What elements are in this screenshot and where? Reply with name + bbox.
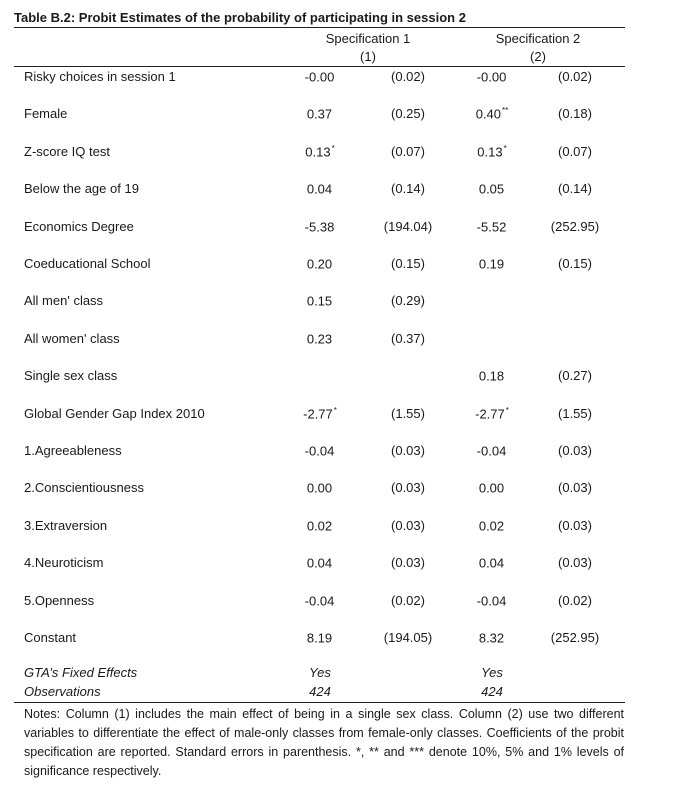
coef-value: 0.13 bbox=[305, 144, 331, 160]
table-title: Table B.2: Probit Estimates of the probability of participating in session 2 bbox=[14, 10, 466, 25]
coef-value: 8.19 bbox=[306, 630, 333, 646]
coef-value: 0.13 bbox=[477, 144, 503, 160]
coef-value: -0.04 bbox=[304, 443, 335, 459]
se-spec1: (194.05) bbox=[383, 630, 433, 645]
table-row bbox=[0, 256, 695, 274]
coef-value: 0.04 bbox=[306, 555, 333, 571]
coef-value: 0.15 bbox=[306, 293, 333, 309]
se-spec2: (0.03) bbox=[558, 480, 592, 495]
se-spec2: (0.02) bbox=[558, 593, 592, 608]
coef-spec1 bbox=[280, 219, 360, 234]
coef-spec1 bbox=[280, 144, 360, 159]
row-label: Below the age of 19 bbox=[24, 181, 139, 196]
spec2-header: Specification 2 bbox=[495, 31, 581, 46]
table-row bbox=[0, 630, 695, 648]
se-spec1: (0.25) bbox=[391, 106, 425, 121]
coef-value: -0.04 bbox=[304, 593, 335, 609]
coef-value: -5.52 bbox=[476, 219, 507, 235]
bottom-rule bbox=[14, 702, 625, 703]
row-label: 2.Conscientiousness bbox=[24, 480, 144, 495]
coef-value: 0.18 bbox=[478, 368, 505, 384]
coef-value: 0.00 bbox=[478, 480, 505, 496]
coef-value: 0.23 bbox=[306, 331, 333, 347]
coef-value: -0.04 bbox=[476, 593, 507, 609]
se-spec1: (0.03) bbox=[391, 518, 425, 533]
spec1-header: Specification 1 bbox=[325, 31, 411, 46]
row-label: Coeducational School bbox=[24, 256, 151, 271]
coef-spec2 bbox=[452, 219, 532, 234]
row-label: 5.Openness bbox=[24, 593, 95, 608]
spec2-number: (2) bbox=[530, 49, 546, 64]
coef-value: 0.04 bbox=[306, 181, 333, 197]
coef-value: -0.00 bbox=[304, 69, 335, 85]
se-spec2: (0.02) bbox=[558, 69, 592, 84]
se-spec1: (0.02) bbox=[391, 593, 425, 608]
se-spec2: (0.07) bbox=[558, 144, 592, 159]
coef-spec2 bbox=[452, 293, 532, 308]
row-label: Global Gender Gap Index 2010 bbox=[24, 406, 205, 421]
coef-spec1 bbox=[280, 181, 360, 196]
coef-spec2 bbox=[452, 181, 532, 196]
row-label: Single sex class bbox=[24, 368, 118, 383]
significance-stars: ** bbox=[502, 106, 509, 115]
coef-spec1 bbox=[280, 406, 360, 421]
table-row bbox=[0, 368, 695, 386]
table-row bbox=[0, 219, 695, 237]
coef-spec2 bbox=[452, 480, 532, 495]
coef-spec1 bbox=[280, 443, 360, 458]
coef-spec2: Yes bbox=[481, 665, 503, 680]
se-spec2: (0.15) bbox=[558, 256, 592, 271]
coef-spec1 bbox=[280, 331, 360, 346]
significance-stars: * bbox=[503, 144, 507, 153]
coef-spec2 bbox=[452, 406, 532, 421]
table-notes: Notes: Column (1) includes the main effect of being in a single sex class. Column (2) use two different variables to differentiate the effect of male-only classes from female-only classes. Coefficients of the probit specification are reported. Standard errors in parenthesis. *, ** and *** denote 10%, 5% and 1% levels of significance respectively. bbox=[24, 707, 624, 778]
coef-spec2 bbox=[452, 144, 532, 159]
table-row bbox=[0, 480, 695, 498]
coef-value: 0.20 bbox=[306, 256, 333, 272]
se-spec2: (1.55) bbox=[558, 406, 592, 421]
coef-spec2 bbox=[452, 443, 532, 458]
observations-row bbox=[0, 684, 695, 702]
table-row bbox=[0, 144, 695, 162]
coef-value: 0.04 bbox=[478, 555, 505, 571]
coef-spec2 bbox=[452, 368, 532, 383]
table-row bbox=[0, 106, 695, 124]
se-spec2: (252.95) bbox=[550, 630, 600, 645]
se-spec2: (0.03) bbox=[558, 518, 592, 533]
coef-spec2 bbox=[452, 256, 532, 271]
row-label: 1.Agreeableness bbox=[24, 443, 122, 458]
se-spec1: (0.07) bbox=[391, 144, 425, 159]
coef-spec2 bbox=[452, 331, 532, 346]
header-rule bbox=[14, 66, 625, 67]
se-spec1: (0.03) bbox=[391, 443, 425, 458]
coef-spec1 bbox=[280, 106, 360, 121]
coef-value: 8.32 bbox=[478, 630, 505, 646]
row-label: Female bbox=[24, 106, 68, 121]
coef-spec1: 424 bbox=[309, 684, 331, 699]
table-row bbox=[0, 293, 695, 311]
coef-value: 0.37 bbox=[306, 106, 333, 122]
coef-value: 0.40 bbox=[475, 106, 502, 122]
row-label: GTA’s Fixed Effects bbox=[24, 665, 138, 680]
table-row bbox=[0, 69, 695, 87]
significance-stars: * bbox=[333, 406, 337, 415]
coef-value: 0.00 bbox=[306, 480, 333, 496]
coef-spec1: Yes bbox=[309, 665, 331, 680]
row-label: 3.Extraversion bbox=[24, 518, 108, 533]
se-spec1: (0.15) bbox=[391, 256, 425, 271]
coef-value: 0.05 bbox=[478, 181, 505, 197]
coef-spec2 bbox=[452, 593, 532, 608]
se-spec2: (0.18) bbox=[558, 106, 592, 121]
significance-stars: * bbox=[331, 144, 335, 153]
se-spec2: (0.03) bbox=[558, 555, 592, 570]
row-label: Constant bbox=[24, 630, 77, 645]
coef-value: -0.04 bbox=[476, 443, 507, 459]
table-row bbox=[0, 518, 695, 536]
coef-spec1 bbox=[280, 518, 360, 533]
se-spec1: (0.03) bbox=[391, 480, 425, 495]
coef-value: -5.38 bbox=[304, 219, 335, 235]
coef-value: -0.00 bbox=[476, 69, 507, 85]
coef-value: 0.02 bbox=[306, 518, 333, 534]
significance-stars: * bbox=[505, 406, 509, 415]
se-spec1: (0.29) bbox=[391, 293, 425, 308]
row-label: All women' class bbox=[24, 331, 120, 346]
table-row bbox=[0, 593, 695, 611]
se-spec1: (0.02) bbox=[391, 69, 425, 84]
coef-spec1 bbox=[280, 368, 360, 383]
coef-spec2 bbox=[452, 69, 532, 84]
coef-spec1 bbox=[280, 555, 360, 570]
coef-value: -2.77 bbox=[475, 406, 505, 422]
se-spec1: (0.03) bbox=[391, 555, 425, 570]
se-spec1: (0.14) bbox=[391, 181, 425, 196]
top-rule bbox=[14, 27, 625, 28]
se-spec2: (0.14) bbox=[558, 181, 592, 196]
row-label: Risky choices in session 1 bbox=[24, 69, 176, 84]
coef-spec2: 424 bbox=[481, 684, 503, 699]
se-spec1: (194.04) bbox=[383, 219, 433, 234]
coef-spec1 bbox=[280, 480, 360, 495]
se-spec2: (252.95) bbox=[550, 219, 600, 234]
coef-value: -2.77 bbox=[303, 406, 333, 422]
se-spec1: (1.55) bbox=[391, 406, 425, 421]
coef-spec2 bbox=[452, 555, 532, 570]
coef-spec1 bbox=[280, 630, 360, 645]
coef-spec1 bbox=[280, 69, 360, 84]
row-label: Economics Degree bbox=[24, 219, 134, 234]
row-label: 4.Neuroticism bbox=[24, 555, 104, 570]
coef-spec2 bbox=[452, 630, 532, 645]
se-spec1: (0.37) bbox=[391, 331, 425, 346]
se-spec2: (0.03) bbox=[558, 443, 592, 458]
coef-spec2 bbox=[452, 518, 532, 533]
fixed-effects-row bbox=[0, 665, 695, 683]
row-label: Observations bbox=[24, 684, 101, 699]
coef-spec1 bbox=[280, 593, 360, 608]
table-row bbox=[0, 443, 695, 461]
row-label: All men' class bbox=[24, 293, 104, 308]
coef-spec2 bbox=[452, 106, 532, 121]
coef-spec1 bbox=[280, 293, 360, 308]
coef-value: 0.19 bbox=[478, 256, 505, 272]
coef-spec1 bbox=[280, 256, 360, 271]
table-row bbox=[0, 331, 695, 349]
table-row bbox=[0, 406, 695, 424]
spec1-number: (1) bbox=[360, 49, 376, 64]
table-row bbox=[0, 555, 695, 573]
table-row bbox=[0, 181, 695, 199]
se-spec2: (0.27) bbox=[558, 368, 592, 383]
coef-value: 0.02 bbox=[478, 518, 505, 534]
row-label: Z-score IQ test bbox=[24, 144, 110, 159]
